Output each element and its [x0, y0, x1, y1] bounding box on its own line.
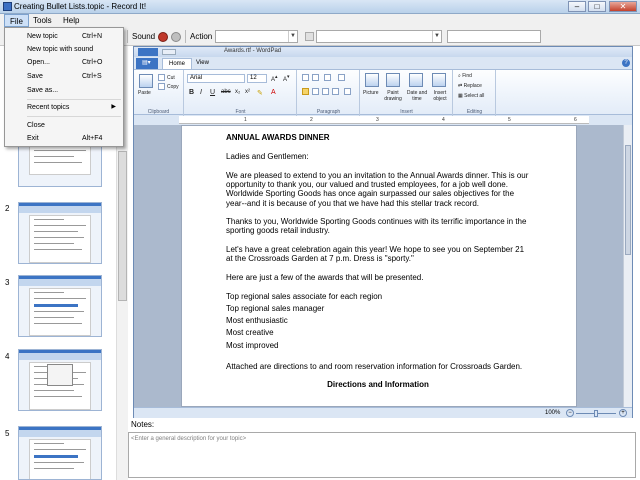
menu-item-label: Open...	[27, 59, 50, 66]
underline-icon[interactable]: U	[210, 89, 216, 96]
paint-drawing-button[interactable]: Paint drawing	[384, 90, 402, 102]
chevron-down-icon: ▼	[288, 31, 297, 42]
paragraph-group	[298, 70, 360, 116]
play-icon[interactable]	[171, 32, 181, 42]
tab-view[interactable]: View	[196, 60, 209, 66]
binoculars-icon: ⌕	[458, 73, 461, 79]
title-bar	[0, 0, 640, 14]
document-scrollbar[interactable]	[623, 125, 632, 407]
maximize-button[interactable]: □	[588, 1, 606, 12]
increase-indent-icon[interactable]	[312, 74, 319, 81]
document-paragraph: Here are just a few of the awards that will be presented.	[226, 273, 424, 283]
paragraph-label: Paragraph	[316, 109, 341, 115]
date-time-button[interactable]: Date and time	[406, 90, 428, 102]
ruler-mark: 2	[310, 117, 313, 123]
minimize-button[interactable]: ‒	[568, 1, 586, 12]
list-item: Top regional sales associate for each region	[226, 291, 383, 301]
ruler-mark: 4	[442, 117, 445, 123]
strikethrough-icon[interactable]: abc	[221, 89, 231, 95]
italic-icon[interactable]: I	[200, 89, 202, 96]
copy-button[interactable]: Copy	[167, 84, 179, 90]
zoom-slider-thumb[interactable]	[594, 410, 598, 417]
document-subheading: Directions and Information	[327, 380, 429, 390]
step-thumbnail[interactable]	[18, 202, 102, 264]
menu-separator	[27, 99, 121, 100]
align-right-icon[interactable]	[322, 88, 329, 95]
font-color-icon[interactable]: A	[271, 89, 276, 96]
record-icon[interactable]	[158, 32, 168, 42]
align-center-icon[interactable]	[312, 88, 319, 95]
picture-icon[interactable]	[365, 73, 379, 87]
list-item: Most improved	[226, 340, 279, 350]
window-title: Creating Bullet Lists.topic - Record It!	[14, 2, 147, 11]
replace-icon: ⇄	[458, 83, 463, 89]
step-thumbnail[interactable]	[18, 349, 102, 411]
action-type-icon	[305, 32, 314, 41]
menu-item-label: Save	[27, 73, 43, 80]
replace-button[interactable]	[458, 83, 482, 89]
menu-tools[interactable]: Tools	[33, 16, 52, 25]
select-all-label: Select all	[464, 93, 485, 99]
action-target-combo[interactable]	[316, 30, 442, 43]
find-button[interactable]	[458, 73, 472, 79]
app-icon	[3, 2, 12, 11]
menu-item-new-topic-with-sound[interactable]	[6, 43, 122, 56]
menu-item-shortcut: Ctrl+N	[82, 33, 103, 40]
menu-item-exit[interactable]	[6, 132, 122, 145]
wordpad-title-bar	[134, 47, 632, 57]
replace-label: Replace	[463, 83, 482, 89]
step-number: 3	[5, 278, 10, 287]
find-label: Find	[462, 73, 472, 79]
toolbar-separator	[185, 30, 186, 43]
superscript-icon[interactable]: x²	[245, 89, 250, 95]
document-paragraph: Let's have a great celebration again this year! We hope to see you on September 21 at the Crossroads Garden at 7 p.m. Dress is "sporty."	[226, 245, 525, 264]
copy-icon	[158, 83, 165, 90]
ruler[interactable]	[179, 116, 589, 124]
action-label: Action	[190, 32, 213, 41]
zoom-out-icon[interactable]: −	[566, 409, 574, 417]
sound-label: Sound	[132, 32, 156, 41]
toolbar-separator	[127, 30, 128, 43]
font-size-combo[interactable]: 12	[247, 74, 267, 83]
bullets-icon[interactable]	[324, 74, 331, 81]
action-combo[interactable]	[215, 30, 298, 43]
notes-input[interactable]: <Enter a general description for your topic>	[128, 432, 636, 478]
menu-item-label: Exit	[27, 135, 39, 142]
menu-item-shortcut: Ctrl+O	[82, 59, 103, 66]
step-thumbnail[interactable]	[18, 275, 102, 337]
menu-item-shortcut: Alt+F4	[82, 135, 103, 142]
chevron-down-icon: ▼	[432, 31, 441, 42]
ribbon	[134, 69, 632, 115]
date-time-icon[interactable]	[409, 73, 423, 87]
paragraph-settings-icon[interactable]	[344, 88, 351, 95]
font-label: Font	[235, 109, 246, 115]
submenu-arrow-icon: ▶	[111, 104, 116, 110]
save-icon[interactable]	[162, 49, 176, 55]
document-page[interactable]	[181, 125, 577, 407]
highlight-icon[interactable]: ✎	[257, 90, 263, 97]
menu-help[interactable]: Help	[63, 16, 80, 25]
document-paragraph: Thanks to you, Worldwide Sporting Goods continues with its terrific importance in the sporting goods retail industry.	[226, 217, 527, 236]
menu-item-label: Close	[27, 122, 45, 129]
menu-item-shortcut: Ctrl+S	[82, 73, 102, 80]
menu-separator	[27, 116, 121, 117]
tab-home[interactable]: Home	[162, 58, 192, 69]
app-menu-button[interactable]: ▤▾	[136, 58, 158, 69]
document-salutation: Ladies and Gentlemen:	[226, 152, 309, 162]
insert-group	[361, 70, 453, 116]
menu-item-label: Recent topics	[27, 104, 70, 111]
menu-item-save[interactable]	[6, 70, 122, 83]
menu-bar	[0, 14, 640, 27]
shrink-font-icon[interactable]: A▾	[283, 74, 290, 83]
step-number: 2	[5, 204, 10, 213]
scrollbar-thumb[interactable]	[118, 151, 127, 301]
menu-item-save-as[interactable]	[6, 84, 122, 97]
document-area	[134, 125, 623, 407]
font-name-combo[interactable]: Arial	[187, 74, 245, 83]
document-paragraph: We are pleased to extend to you an invitation to the Annual Awards dinner. This is our opportunity to thank you, our valued and trusted employees, for a job well done. Worldwide Sporting Goods has once again surpassed our sales objectives for the year--and it is because of you that we have had this stellar track record.	[226, 170, 529, 208]
action-value-field[interactable]	[447, 30, 541, 43]
notes-label: Notes:	[131, 420, 155, 429]
step-number: 4	[5, 352, 10, 361]
zoom-in-icon[interactable]: +	[619, 409, 627, 417]
file-menu	[4, 27, 124, 147]
list-item: Most enthusiastic	[226, 316, 288, 326]
justify-icon[interactable]	[332, 88, 339, 95]
paste-button[interactable]: Paste	[138, 90, 151, 96]
editing-label: Editing	[466, 109, 483, 115]
menu-item-open[interactable]	[6, 56, 122, 69]
ruler-mark: 5	[508, 117, 511, 123]
menu-item-label: New topic with sound	[27, 46, 94, 53]
ruler-mark: 1	[244, 117, 247, 123]
editing-group	[454, 70, 496, 116]
menu-item-close[interactable]	[6, 119, 122, 132]
subscript-icon[interactable]: x₂	[235, 89, 241, 95]
wordpad-window	[133, 46, 633, 418]
clipboard-group	[134, 70, 184, 116]
insert-object-icon[interactable]	[432, 73, 446, 87]
insert-object-button[interactable]: Insert object	[433, 90, 447, 102]
close-button[interactable]: ✕	[609, 1, 637, 12]
font-group	[185, 70, 297, 116]
paint-drawing-icon[interactable]	[386, 73, 400, 87]
menu-file[interactable]: File	[4, 14, 29, 27]
help-icon[interactable]: ?	[622, 59, 630, 67]
select-all-icon: ▦	[458, 93, 463, 99]
ribbon-tabs	[134, 57, 632, 69]
clipboard-label: Clipboard	[147, 109, 170, 115]
zoom-level: 100%	[545, 410, 561, 416]
document-paragraph: Attached are directions to and room reservation information for Crossroads Garden.	[226, 361, 523, 371]
menu-item-new-topic[interactable]	[6, 30, 122, 43]
list-item: Most creative	[226, 328, 274, 338]
step-number: 5	[5, 429, 10, 438]
menu-item-label: Save as...	[27, 87, 59, 94]
bold-icon[interactable]: B	[189, 89, 195, 96]
menu-item-label: New topic	[27, 33, 58, 40]
grow-font-icon[interactable]: A▴	[271, 74, 278, 83]
scrollbar-thumb[interactable]	[625, 145, 631, 255]
ruler-mark: 3	[376, 117, 379, 123]
list-item: Top regional sales manager	[226, 303, 325, 313]
step-thumbnail[interactable]	[18, 426, 102, 480]
decrease-indent-icon[interactable]	[302, 74, 309, 81]
cut-button[interactable]: Cut	[167, 75, 175, 81]
document-heading: ANNUAL AWARDS DINNER	[226, 133, 330, 142]
line-spacing-icon[interactable]	[338, 74, 345, 81]
status-bar	[134, 407, 632, 418]
wordpad-title: Awards.rtf - WordPad	[224, 48, 282, 54]
menu-item-recent-topics[interactable]	[6, 101, 122, 114]
paste-icon[interactable]	[139, 74, 153, 88]
cut-icon	[158, 74, 165, 81]
quick-access-icon[interactable]	[138, 48, 158, 56]
insert-label: Insert	[400, 109, 413, 115]
align-left-icon[interactable]	[302, 88, 309, 95]
ruler-mark: 6	[574, 117, 577, 123]
select-all-button[interactable]	[458, 93, 484, 99]
picture-button[interactable]: Picture	[363, 90, 379, 96]
